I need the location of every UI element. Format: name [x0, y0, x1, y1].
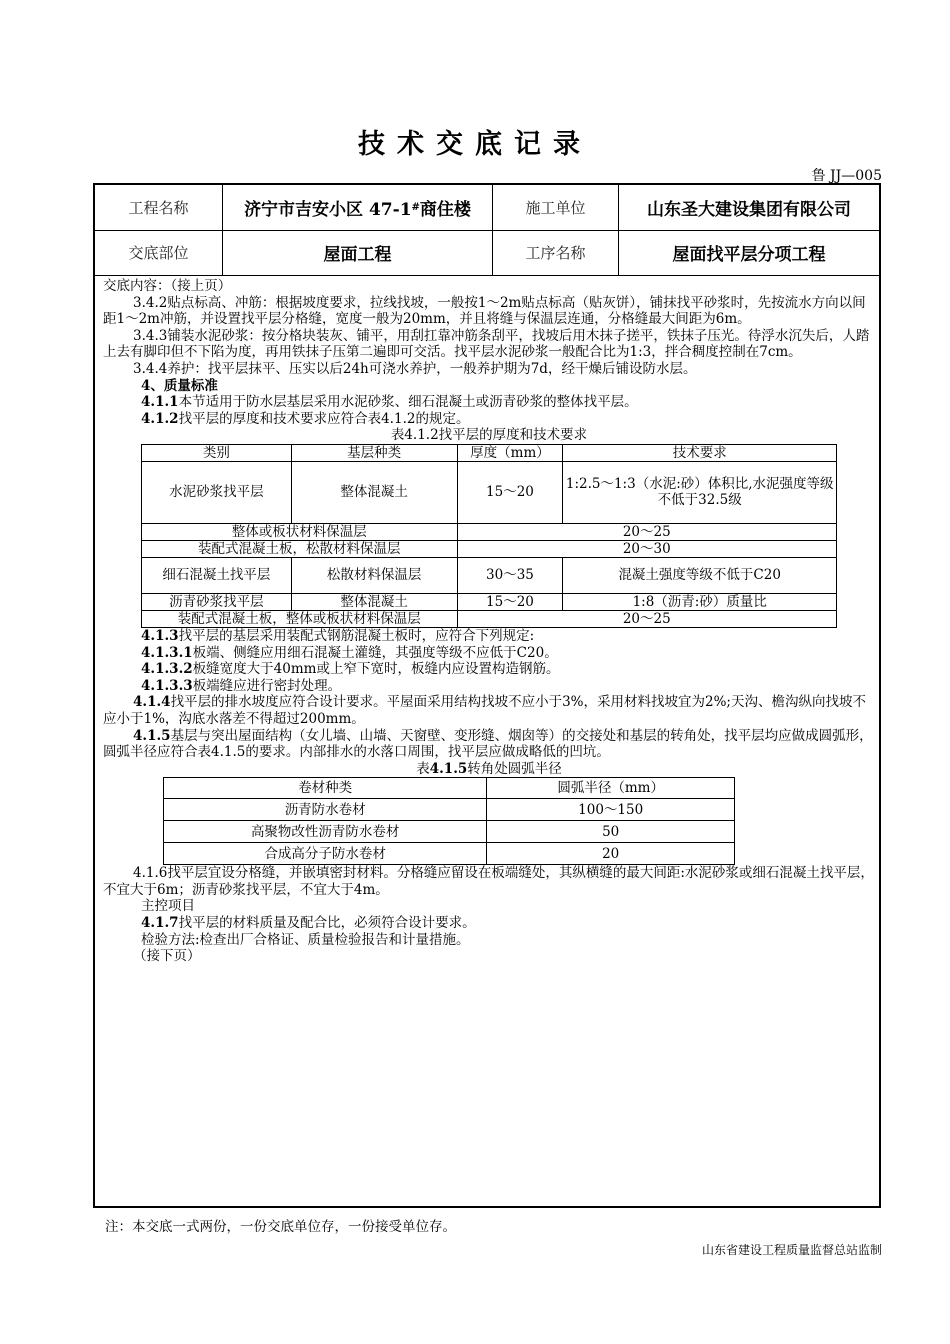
header-row-1 [95, 185, 879, 231]
page-title: 技术交底记录 [358, 129, 592, 160]
project-label: 工程名称 [95, 185, 223, 230]
table-row: 细石混凝土找平层 松散材料保温层 30～35 混凝土强度等级不低于C20 [142, 557, 837, 593]
para-4-1-2: 4.1.2找平层的厚度和技术要求应符合表4.1.2的规定。 [141, 410, 470, 427]
supervisor-text: 山东省建设工程质量监督总站监制 [701, 1243, 882, 1257]
table2-caption: 表4.1.5转角处圆弧半径 [416, 760, 562, 777]
table-row: 整体或板状材料保温层 20～25 [142, 523, 837, 540]
contractor-value: 山东圣大建设集团有限公司 [647, 200, 851, 220]
table1-caption: 表4.1.2找平层的厚度和技术要求 [390, 427, 588, 444]
process-label: 工序名称 [493, 230, 619, 275]
table-row: 装配式混凝土板，松散材料保温层 20～30 [142, 540, 837, 557]
next-page-note: （接下页） [133, 948, 201, 965]
para-4-1-3: 4.1.3找平层的基层采用装配式钢筋混凝土板时，应符合下列规定: [141, 627, 535, 644]
table-row: 合成高分子防水卷材 20 [164, 843, 735, 865]
main-items-heading: 主控项目 [141, 898, 195, 915]
part-label: 交底部位 [95, 230, 223, 275]
radius-table [163, 777, 735, 865]
para-3-4-2: 3.4.2贴点标高、冲筋：根据坡度要求，拉线找坡，一般按1～2m贴点标高（贴灰饼），铺抹找平砂浆时，先按流水方向以间距1～2m冲筋，并设置找平层分格缝，宽度一般为20mm，并且将缝与保温层连通，分格缝最大间距为6m。 [103, 294, 866, 328]
para-3-4-3: 3.4.3铺装水泥砂浆：按分格块装灰、铺平，用刮扛靠冲筋条刮平，找坡后用木抹子搓平，铁抹子压光。待浮水沉失后，人踏上去有脚印但不下陷为度，再用铁抹子压第二遍即可交活。找平层水泥砂浆一般配合比为1:3，拌合稠度控制在7cm。 [103, 327, 870, 361]
thickness-table [141, 444, 837, 628]
para-3-4-4: 3.4.4养护：找平层抹平、压实以后24h可浇水养护，一般养护期为7d，经干燥后铺设防水层。 [133, 360, 697, 377]
para-4-1-6: 4.1.6找平层宜设分格缝，并嵌填密封材料。分格缝应留设在板端缝处，其纵横缝的最大间距:水泥砂浆或细石混凝土找平层，不宜大于6m；沥青砂浆找平层，不宜大于4m。 [103, 865, 874, 898]
table-row: 沥青砂浆找平层 整体混凝土 15～20 1:8（沥青:砂）质量比 [142, 593, 837, 610]
table-header-row: 类别 基层种类 厚度（mm） 技术要求 [142, 444, 837, 461]
footer-note: 注：本交底一式两份，一份交底单位存，一份接受单位存。 [105, 1219, 456, 1235]
table-row: 沥青防水卷材 100～150 [164, 799, 735, 821]
part-value: 屋面工程 [223, 230, 493, 275]
contractor-label: 施工单位 [493, 185, 619, 230]
section-4-heading: 4、质量标准 [141, 377, 218, 394]
header-row-2 [95, 230, 879, 276]
process-value: 屋面找平层分项工程 [672, 245, 826, 265]
table-header-row: 卷材种类 圆弧半径（mm） [164, 778, 735, 799]
project-value: 济宁市吉安小区 47-1 # 商住楼 [223, 185, 493, 230]
table-row: 水泥砂浆找平层 整体混凝土 15～20 1:2.5～1:3（水泥:砂）体积比,水泥强度等级不低于32.5级 [142, 461, 837, 523]
para-4-1-1: 4.1.1本节适用于防水层基层采用水泥砂浆、细石混凝土或沥青砂浆的整体找平层。 [141, 394, 638, 411]
content-body [103, 278, 875, 965]
para-4-1-3-2: 4.1.3.2板缝宽度大于40mm或上窄下宽时，板缝内应设置构造钢筋。 [141, 661, 560, 678]
table-row: 装配式混凝土板，整体或板状材料保温层 20～25 [142, 610, 837, 627]
table-row: 高聚物改性沥青防水卷材 50 [164, 821, 735, 843]
para-4-1-7: 4.1.7找平层的材料质量及配合比，必须符合设计要求。 [141, 915, 476, 932]
form-code: 鲁 JJ—005 [811, 168, 882, 184]
para-4-1-4: 4.1.4找平层的排水坡度应符合设计要求。平屋面采用结构找坡不应小于3%，采用材料找坡宜为2%;天沟、檐沟纵向找坡不应小于1%，沟底水落差不得超过200mm。 [103, 694, 866, 727]
para-4-1-3-3: 4.1.3.3板端缝应进行密封处理。 [141, 677, 342, 694]
inspection-method: 检验方法:检查出厂合格证、质量检验报告和计量措施。 [141, 931, 470, 948]
para-4-1-3-1: 4.1.3.1板端、侧缝应用细石混凝土灌缝，其强度等级不应低于C20。 [141, 644, 558, 661]
content-intro: 交底内容：（接上页） [103, 278, 232, 294]
para-4-1-5: 4.1.5基层与突出屋面结构（女儿墙、山墙、天窗壁、变形缝、烟囱等）的交接处和基层的转角处，找平层均应做成圆弧形，圆弧半径应符合表4.1.5的要求。内部排水的水落口周围，找平层应做成略低的凹坑。 [103, 727, 873, 761]
form-frame [93, 183, 881, 1208]
